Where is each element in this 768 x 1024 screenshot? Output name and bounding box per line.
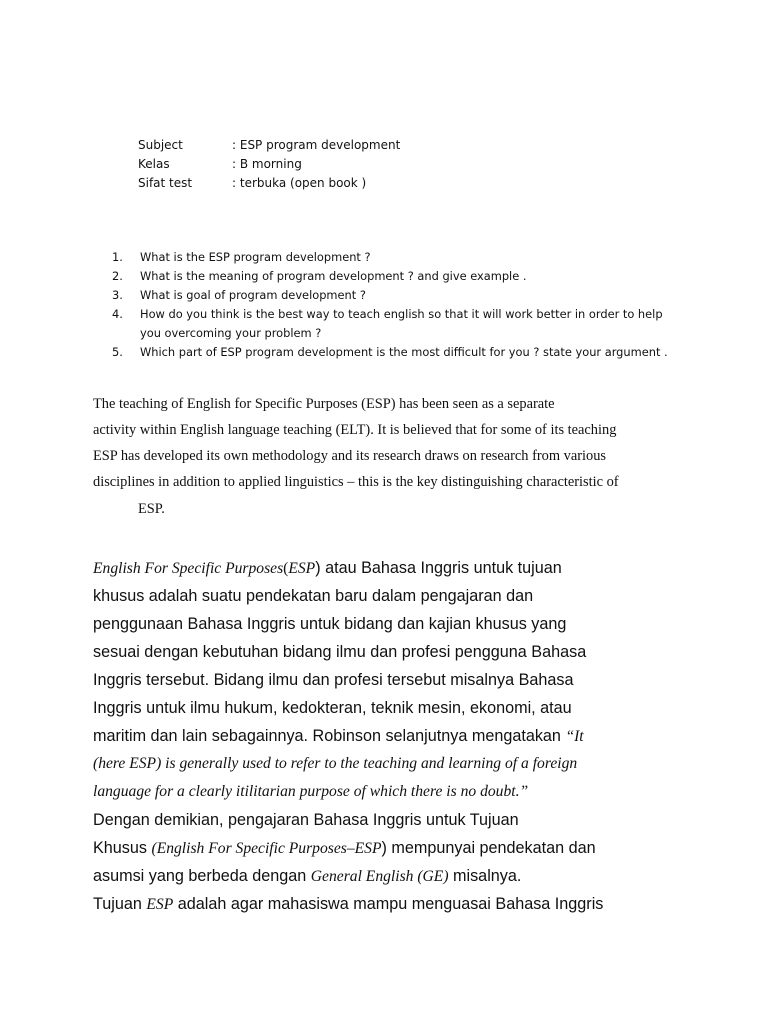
question-number: 5. — [112, 345, 123, 359]
paragraph-line: Dengan demikian, pengajaran Bahasa Inggris untuk Tujuan — [93, 811, 519, 829]
quote-line: language for a clearly itilitarian purpose of which there is no doubt.” — [93, 783, 529, 800]
question-text: What is goal of program development ? — [140, 288, 366, 302]
subject-value: : ESP program development — [232, 138, 401, 152]
kelas-row — [138, 155, 400, 174]
question-number: 1. — [112, 250, 123, 264]
paragraph-line — [93, 554, 713, 582]
question-text: Which part of ESP program development is the most difficult for you ? state your argument . — [140, 345, 668, 359]
line-text: maritim dan lain sebagainnya. Robinson selanjutnya mengatakan — [93, 727, 566, 745]
question-item — [112, 305, 692, 343]
question-text-line: you overcoming your problem ? — [140, 326, 322, 340]
ge-term: General English (GE) — [310, 868, 449, 885]
line-text: ) atau Bahasa Inggris untuk tujuan — [315, 559, 562, 577]
paragraph-line: ESP has developed its own methodology and its research draws on research from various — [93, 448, 607, 464]
quote-start: “It — [565, 728, 584, 745]
esp-term: (English For Specific Purposes — [151, 840, 347, 857]
line-text: Tujuan — [93, 895, 147, 913]
subject-row — [138, 136, 400, 155]
line-text: ) mempunyai pendekatan dan — [381, 839, 596, 857]
question-text-line: How do you think is the best way to teach english so that it will work better in order to help — [140, 307, 663, 321]
paragraph-line: ESP. — [138, 501, 165, 517]
paragraph-line — [93, 890, 713, 918]
question-item — [112, 286, 692, 305]
question-text: What is the ESP program development ? — [140, 250, 371, 264]
quote-line: (here ESP) is generally used to refer to the teaching and learning of a foreign — [93, 755, 578, 772]
paragraph-line: disciplines in addition to applied linguistics – this is the key distinguishing characteristic of — [93, 474, 619, 490]
indonesian-paragraph — [93, 554, 713, 918]
paragraph-line: khusus adalah suatu pendekatan baru dalam pengajaran dan — [93, 587, 534, 605]
esp-abbrev: ESP — [288, 560, 316, 577]
question-item — [112, 343, 692, 362]
kelas-label: Kelas — [138, 157, 170, 171]
question-text — [140, 305, 692, 343]
paragraph-line — [93, 722, 713, 750]
question-number: 3. — [112, 288, 123, 302]
question-text: What is the meaning of program development ? and give example . — [140, 269, 527, 283]
kelas-value: : B morning — [232, 157, 302, 171]
paragraph-line — [93, 862, 713, 890]
sifat-label: Sifat test — [138, 176, 193, 190]
line-text: asumsi yang berbeda dengan — [93, 867, 311, 885]
sifat-row — [138, 174, 400, 193]
question-list — [112, 248, 692, 362]
line-text: adalah agar mahasiswa mampu menguasai Bahasa Inggris — [173, 895, 604, 913]
paren-text: ( — [283, 560, 289, 577]
paragraph-line: activity within English language teaching (ELT). It is believed that for some of its teaching — [93, 422, 617, 438]
paragraph-line: Inggris untuk ilmu hukum, kedokteran, teknik mesin, ekonomi, atau — [93, 699, 572, 717]
paragraph-line — [93, 834, 713, 862]
question-item — [112, 248, 692, 267]
english-paragraph — [93, 391, 693, 522]
esp-term: English For Specific Purposes — [93, 560, 284, 577]
paragraph-line: Inggris tersebut. Bidang ilmu dan profesi tersebut misalnya Bahasa — [93, 671, 574, 689]
paragraph-line: sesuai dengan kebutuhan bidang ilmu dan profesi pengguna Bahasa — [93, 643, 587, 661]
subject-label: Subject — [138, 138, 183, 152]
line-text: misalnya. — [448, 867, 522, 885]
paragraph-line: penggunaan Bahasa Inggris untuk bidang dan kajian khusus yang — [93, 615, 567, 633]
test-info — [138, 136, 400, 193]
line-text: Khusus — [93, 839, 152, 857]
esp-abbrev: ESP — [146, 896, 174, 913]
paragraph-line: The teaching of English for Specific Purposes (ESP) has been seen as a separate — [93, 396, 555, 412]
sifat-value: : terbuka (open book ) — [232, 176, 367, 190]
esp-abbrev: –ESP — [346, 840, 382, 857]
question-number: 4. — [112, 307, 123, 321]
question-number: 2. — [112, 269, 123, 283]
question-item — [112, 267, 692, 286]
